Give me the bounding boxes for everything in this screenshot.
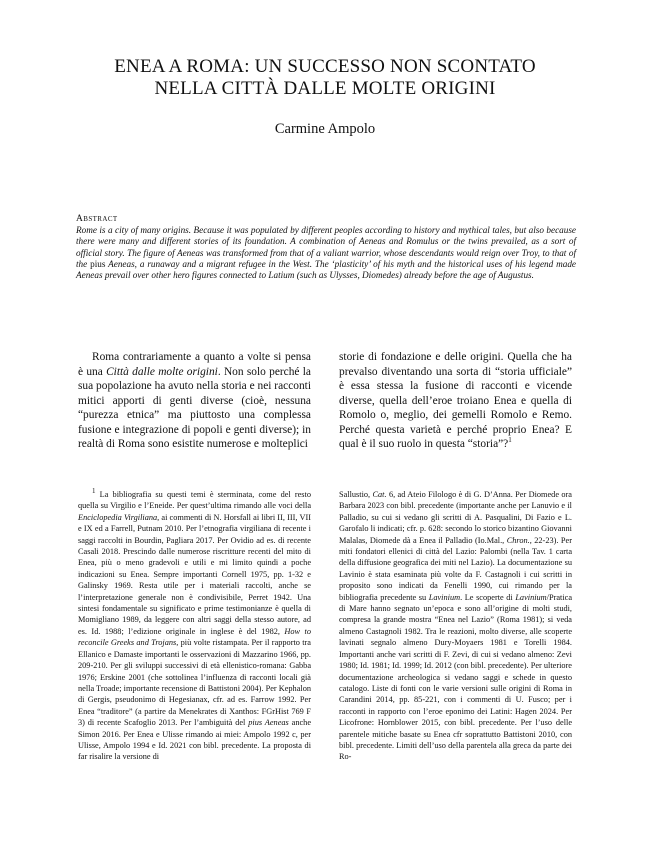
body-right-text: storie di fondazione e delle origini. Quella che ha prevalso diventando una sorta di “storia ufficiale” è essa stessa la fusione di racconti e vicende diverse, quella dell’eroe troiano Enea e quella di Romolo o, meglio, dei gemelli Romolo e Remo. Perché questa varietà e perché proprio Enea? E qual è il suo ruolo in questa “storia”?: [339, 351, 572, 450]
abstract-text-a: Rome is a city of many origins. Because it was populated by different peoples according to history and mythical tales, but also because there were many and different stories of its foundation. A combination of Aeneas and Romulus or the twins prevailed, as a sort of official story. The figure of Aeneas was transformed from that of a valiant warrior, whose descendants would reign over Troy, to that of the: [76, 225, 576, 269]
footnote-italic: Cat.: [372, 490, 387, 499]
body-left-italic: Città dalle molte origini: [106, 365, 218, 378]
abstract: [76, 214, 576, 281]
footnote-italic: Lavinium: [515, 592, 547, 602]
author-name: Carmine Ampolo: [274, 121, 376, 137]
body-paragraph: [78, 350, 311, 452]
footnote-paragraph-continued: [339, 489, 572, 763]
footnote-text: , ai commenti di N. Horsfall ai libri II, III, VII e IX ed a Farrell, Putnam 2010. Per l’etnografia virgiliana di recente i saggi raccolti in Bourdin, Pagliara 2017. Per Ovidio ad es. di recente Casali 2018. Prescindo dalle numerose riscritture recenti del mito di Enea, più o meno gradevoli e utili e mi limito quindi a poche indicazioni su Enea. Sempre importanti Cornell 1975, pp. 1-32 e Galinsky 1969. Resta utile per i materiali raccolti, anche se l’interpretazione generale non è condivisibile, Perret 1942. Una sintesi fondamentale su significato e prime testimonianze è quella di Momigliano 1989, da leggere con altri saggi della stesso autore, ad es. Id. 1988; l’edizione originale in inglese è del 1982,: [78, 512, 311, 636]
footnote-italic: Chron.: [506, 535, 530, 545]
body-column-right: [339, 350, 572, 452]
footnote-text: /Pratica di Mare hanno segnato un’epoca e sono all’origine di molti studi, compresa la grande mostra “Enea nel Lazio” (Roma 1981); si veda almeno Castagnoli 1982. Tra le reazioni, molto diverse, alle scoperte lavinati segnalo almeno Dury-Moyaers 1981 e Torelli 1984. Importanti anche vari scritti di F. Zevi, di cui si vedano almeno: Zevi 1980; Id. 1981; Id. 1999; Id. 2012 (con bibl. precedente). Per ulteriore documentazione archeologica si vedano saggi e schede in questo catalogo. Liste di fonti con le varie versioni sulle origini di Roma in Carandini 2014, pp. 85-221, con i commenti di U. Fusco; per i racconti in rapporto con l’eroe eponimo dei Latini: Hagen 2024. Per Licofrone: Hornblower 2015, con bibl. precedente. Per l’uso delle parentele mitiche basate su Enea cfr soprattutto Battistoni 2010, con bibl. precedente. Limiti dell’uso della parentela alla greca da parte dei Ro-: [339, 592, 573, 762]
footnote-italic: How to reconcile Greeks and Trojans: [78, 626, 311, 648]
body-left-text-a: Roma contrariamente a quanto a volte si pensa è una: [78, 351, 311, 378]
footnote-italic: Lavinium: [428, 592, 461, 602]
abstract-heading: Abstract: [76, 214, 118, 224]
footnote-text: La bibliografia su questi temi è sterminata, come del resto quella su Virgilio e l’Eneide. Per quest’ultima rimando alle voci della: [78, 490, 311, 511]
footnote-paragraph: [78, 489, 311, 763]
body-paragraph-continued: [339, 350, 572, 452]
abstract-text: [76, 225, 576, 281]
footnote-column-left: [78, 489, 311, 763]
abstract-text-b: Aeneas, a runaway and a migrant refugee in the West. The ‘plasticity’ of his myth and the historical uses of his legend made Aeneas prevail over other hero figures connected to Latium (such as Ulysses, Diomedes) already before the age of Augustus.: [76, 258, 576, 281]
footnote-reference[interactable]: 1: [508, 436, 512, 445]
footnote-text: Sallustio,: [339, 490, 373, 499]
footnote-text: . Le scoperte di: [460, 592, 516, 602]
footnote-text: , più volte ristampata. Per il rapporto tra Ellanico e Damaste importanti le osservazioni di Mazzarino 1966, pp. 209-210. Per gli sviluppi successivi di età ellenistico-romana: Gabba 1976; Erskine 2001 (che sottolinea l’influenza di racconti locali già nella Troade; importante recensione di Battistoni 2004). Per Kephalon di Gergis, pseudonimo di Hegesianax, cfr. ad es. Farrow 1992. Per Enea “traditore” (a partire da Menekrates di Xanthos: FGrHist 769 F 3) di recente Scafoglio 2013. Per l’ambiguità del: [78, 638, 311, 728]
footnote-number: 1: [92, 487, 96, 496]
abstract-pius: pius: [90, 258, 106, 269]
footnote-italic: Enciclopedia Virgiliana: [78, 512, 158, 522]
article-title: [60, 56, 590, 100]
article-title-line-2: NELLA CITTÀ DALLE MOLTE ORIGINI: [154, 78, 496, 99]
body-column-left: [78, 350, 311, 452]
article-title-line-1: ENEA A ROMA: UN SUCCESSO NON SCONTATO: [114, 56, 536, 77]
footnote-text: , 22-23). Per miti fondatori ellenici di città del Lazio: Palombi (nella Tav. 1 carta della diffusione geografica dei miti nel Lazio). La documentazione su Lavinio è stata esaminata più volte da F. Castagnoli i cui scritti in proposito sono indicati da Fenelli 1990, cui rimando per la bibliografia precedente su: [339, 535, 572, 602]
footnote-text: 6, ad Ateio Filologo è di G. D’Anna. Per Diomede ora Barbara 2023 con bibl. precedente (importante anche per Lanuvio e il Palladio, su cui si vedano gli scritti di A. Pasqualini, Di Fazio e L. Garofalo li indicati; cfr. p. 628: secondo lo storico bizantino Giovanni Malalas, Diomede dà a Enea il Palladio (Io.Mal.,: [339, 490, 572, 545]
footnote-column-right: [339, 489, 572, 763]
footnote-text: anche Simon 2016. Per Enea e Ulisse rimando ai miei: Ampolo 1992 c, per Ulisse, Ampolo 1994 e Id. 2021 con bibl. precedente. La proposta di far risalire la versione di: [78, 718, 312, 762]
footnote-italic: pius Aeneas: [248, 718, 289, 728]
body-left-text-b: . Non solo perché la sua popolazione ha avuto nella storia e nei racconti mitici apporti di genti diverse (cioè, nessuna “purezza etnica” ma piuttosto una complessa fusione e integrazione di popoli e genti diverse); in realtà di Roma sono esistite numerose e molteplici: [78, 365, 311, 450]
